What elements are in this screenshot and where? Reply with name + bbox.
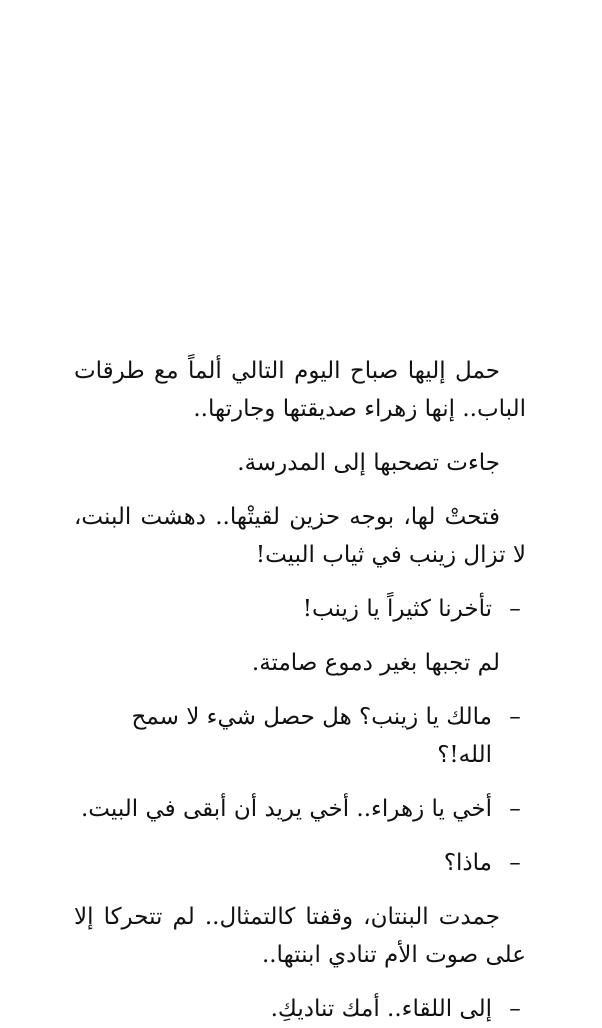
dialog-text: أخي يا زهراء.. أخي يريد أن أبقى في البيت.	[81, 796, 492, 822]
spacer	[74, 882, 526, 898]
dialog-dash: –	[509, 596, 521, 622]
dialog-text: ماذا؟	[443, 850, 492, 876]
dialog-text: تأخرنا كثيراً يا زينب!	[302, 596, 492, 622]
dialog-line-whats-wrong	[74, 698, 526, 774]
dialog-line-what	[74, 844, 526, 882]
dialog-line-late	[74, 590, 526, 628]
paragraph-tears: لم تجبها بغير دموع صامتة.	[251, 650, 500, 676]
spacer	[74, 828, 526, 844]
dialog-text: مالك يا زينب؟ هل حصل شيء لا سمح الله!؟	[131, 704, 492, 768]
spacer	[74, 774, 526, 790]
spacer	[74, 482, 526, 498]
spacer	[74, 682, 526, 698]
dialog-text: إلى اللقاء.. أمك تناديكِ.	[270, 996, 492, 1022]
paragraph-morning: حمل إليها صباح اليوم التالي ألماً مع طرقات الباب.. إنها زهراء صديقتها وجارتها..	[74, 358, 526, 422]
paragraph-froze: جمدت البنتان، وقفتا كالتمثال.. لم تتحركا إلا على صوت الأم تنادي ابنتها..	[74, 904, 526, 968]
dialog-line-goodbye	[74, 990, 526, 1028]
paragraph-door: فتحتْ لها، بوجه حزين لقيتْها.. دهشت البنت، لا تزال زينب في ثياب البيت!	[74, 504, 526, 568]
spacer	[74, 428, 526, 444]
spacer	[74, 574, 526, 590]
paragraph-school: جاءت تصحبها إلى المدرسة.	[237, 450, 500, 476]
dialog-line-brother	[74, 790, 526, 828]
dialog-dash: –	[509, 996, 521, 1022]
spacer	[74, 974, 526, 990]
document-page	[74, 352, 526, 1028]
dialog-dash: –	[509, 850, 521, 876]
dialog-dash: –	[509, 796, 521, 822]
spacer	[74, 628, 526, 644]
dialog-dash: –	[509, 704, 521, 730]
